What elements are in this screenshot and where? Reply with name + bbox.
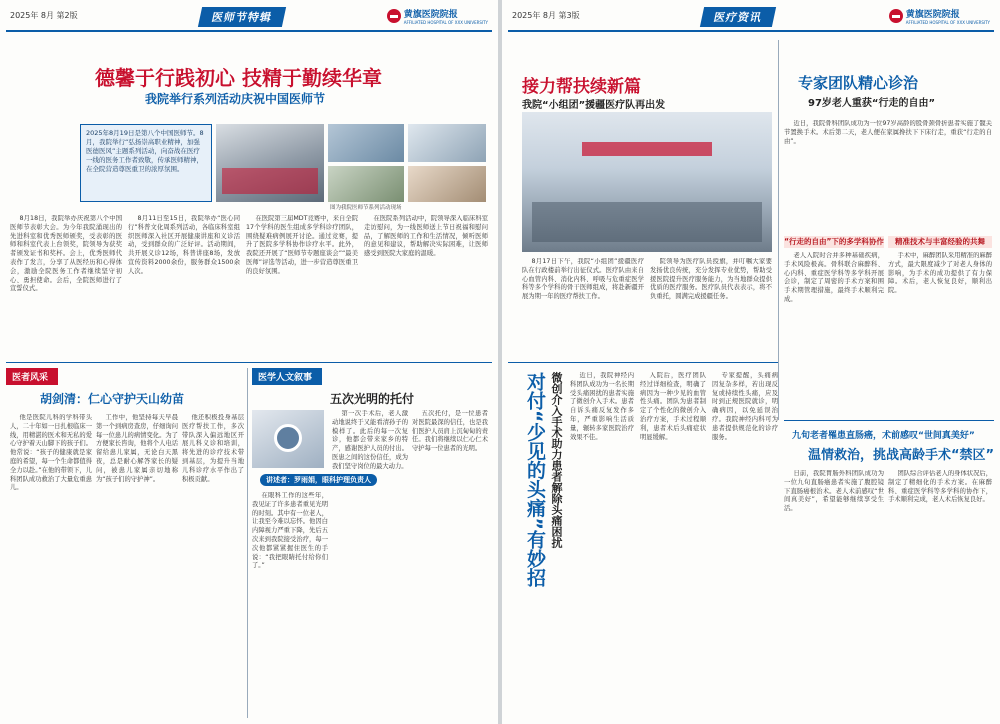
- surgery-column-2: 团队综合评估老人的身体状况后，制定了精细化的手术方案。在麻醉科、重症医学科等多学科的协作下，手术顺利完成，老人术后恢复良好。: [888, 470, 992, 504]
- right-page: [502, 0, 1000, 724]
- left-page: [0, 0, 498, 724]
- expert-column-1: 老人入院时合并多种基础疾病，手术风险极高。骨科联合麻醉科、心内科、重症医学科等多学科开展会诊，制定了周密的手术方案和围手术期管理措施，最终手术顺利完成。: [784, 252, 884, 303]
- hospital-logo-icon: [889, 9, 903, 23]
- column-separator: [778, 40, 779, 420]
- expert-column-2: 手术中，麻醉团队采用精准的麻醉方式，最大限度减少了对老人身体的影响，为手术的成功提供了有力保障。术后，老人恢复良好，顺利出院。: [888, 252, 992, 295]
- hospital-logo-icon: [387, 9, 401, 23]
- team-departure-photo: [522, 112, 772, 252]
- headache-column-1: 近日，我院神经内科团队成功为一名长期受头痛困扰的患者实施了微创介入手术。患者自诉头痛反复发作多年，严重影响生活质量，辗转多家医院治疗效果不佳。: [570, 372, 634, 441]
- expert-title: 专家团队精心诊治: [798, 74, 919, 92]
- relay-column-2: 院领导为医疗队员授旗，并叮嘱大家要发扬优良传统，充分发挥专业优势，帮助受援医院提升医疗服务能力，为当地群众提供优质的医疗服务。医疗队员代表表示，将不负重托，圆满完成援疆任务。: [650, 258, 772, 301]
- issue-date: 2025年 8月 第2版: [10, 10, 78, 20]
- brand-name: 黄旗医院院报: [905, 10, 960, 20]
- profile-column-2: 工作中，他坚持每天早晨第一个到病房查房，仔细询问每一位患儿的病情变化。为了方便家长咨询，他将个人电话留给患儿家属，无论白天黑夜，总是耐心解答家长的疑问，被患儿家属亲切地称为“孩子们的守护神”。: [96, 414, 178, 483]
- headache-vertical-title: 对付“少见的头痛”有妙招: [524, 372, 546, 587]
- brand-english: AFFILIATED HOSPITAL OF XXX UNIVERSITY: [905, 20, 990, 25]
- headline: 德馨于行践初心 技精于勤续华章: [95, 66, 382, 90]
- story-author: 讲述者：罗雨娟，眼科护理负责人: [260, 474, 377, 486]
- activity-photo-3: [328, 166, 404, 202]
- issue-date: 2025年 8月 第3版: [512, 10, 580, 20]
- brand-name: 黄旗医院院报: [403, 10, 458, 20]
- photo-caption: 图为我院医师节系列活动现场: [330, 205, 402, 211]
- lead-box: [80, 124, 212, 202]
- lead-text: 2025年8月19日是第八个中国医师节。8月，我院举行“弘扬崇高职业精神，加强医德医风”主题系列活动，向奋战在医疗一线的医务工作者致敬，传承医师精神，在全院营造尊医重卫的浓厚氛围。: [86, 129, 204, 173]
- eye-care-photo: [252, 410, 324, 468]
- headache-column-3: 专家提醒，头痛病因复杂多样，若出现反复或持续性头痛，应及时到正规医院就诊，明确病因，以免延误治疗。我院神经内科可为患者提供规范化的诊疗服务。: [712, 372, 778, 441]
- brand-english: AFFILIATED HOSPITAL OF XXX UNIVERSITY: [403, 20, 488, 25]
- expert-box-heading-b: 精准技术与丰富经验的共舞: [888, 236, 992, 248]
- article-column-3: 在医院第三届MDT竞赛中，来自全院17个学科的医生组成多学科诊疗团队，围绕疑难病例展开讨论。通过竞赛，提升了医院多学科协作诊疗水平。此外，我院还开展了“医师节专题座谈会”“最美医师”评选等活动，进一步营造尊医重卫的良好氛围。: [246, 215, 358, 275]
- story-section-tab: 医学人文叙事: [252, 368, 322, 385]
- expert-subtitle: 97岁老人重获“行走的自由”: [808, 98, 936, 109]
- masthead-logo: [387, 7, 488, 25]
- story-column-2: 第一次手术后，老人激动地说终于又能看清孙子的模样了。此后的每一次复诊，他都会带来家乡的特产，感谢医护人员的付出。医患之间的这份信任，成为我们坚守岗位的最大动力。: [332, 410, 408, 470]
- article-column-2: 8月11日至15日，我院举办“医心同行”科普文化周系列活动，各临床科室组织医师深入社区开展健康讲座和义诊活动，受到群众的广泛好评。活动期间，共开展义诊12场，科普讲座8场，发放宣传资料2000余份，服务群众1500余人次。: [128, 215, 240, 275]
- surgery-subtitle: 温情救治，挑战高龄手术“禁区”: [808, 448, 995, 463]
- profile-column-3: 他还积极投身基层医疗帮扶工作，多次带队深入偏远地区开展儿科义诊和培训，将先进的诊疗技术带到基层，为提升当地儿科诊疗水平作出了积极贡献。: [182, 414, 244, 483]
- story-column-1: 在眼科工作的这些年，我见证了许多患者重见光明的时刻。其中有一位老人，让我至今难以忘怀。他因白内障视力严重下降，先后五次来到我院接受治疗，每一次他都紧紧握住医生的手说：“我把眼睛托付给你们了。”: [252, 492, 328, 570]
- section-badge: 医疗资讯: [700, 7, 776, 27]
- expert-box-heading-a: “行走的自由”下的多学科协作: [784, 237, 884, 246]
- column-separator: [247, 368, 248, 718]
- surgery-column-1: 日前，我院胃肠外科团队成功为一位九旬直肠癌患者实施了腹腔镜下直肠癌根治术。老人术前感叹“世间真美好”，希望能够继续享受生活。: [784, 470, 884, 513]
- surgery-divider: [784, 420, 994, 421]
- section-divider: [508, 362, 778, 363]
- story-column-3: 五次托付，是一位患者对医院最深的信任，也是我们医护人员肩上沉甸甸的责任。我们将继续以仁心仁术守护每一位患者的光明。: [412, 410, 488, 453]
- expert-intro: 近日，我院骨科团队成功为一位97岁高龄的股骨颈骨折患者实施了髋关节置换手术。术后第二天，老人便在家属搀扶下下床行走，重获“行走的自由”。: [784, 120, 992, 145]
- profile-section-tab: 医者风采: [6, 368, 58, 385]
- surgery-title: 九旬老者罹患直肠癌，术前感叹“世间真美好”: [792, 431, 975, 441]
- activity-photo-1: [328, 124, 404, 162]
- header-rule: [6, 30, 492, 32]
- relay-subtitle: 我院“小组团”援疆医疗队再出发: [522, 100, 666, 111]
- article-column-1: 8月18日，我院举办庆祝第八个中国医师节表彰大会。为今年我院涌现出的先进科室和优秀医师颁奖，受表彰的医师和科室代表上台领奖，院领导为获奖者颁发证书和奖杯。会上，优秀医师代表作了发言，分享了从医经历和心得体会，激励全院医务工作者继续坚守初心、勇担使命。会后，全院医师进行了宣誓仪式。: [10, 215, 122, 293]
- story-title: 五次光明的托付: [330, 392, 415, 406]
- masthead-logo: [889, 7, 990, 25]
- ceremony-photo: [216, 124, 324, 202]
- profile-column-1: 他是医院儿科的学科带头人，二十年如一日扎根临床一线，用精湛的医术和无私的爱心守护着天山脚下的孩子们。他常说：“孩子的健康就是家庭的希望，每一个生命都值得全力以赴。”在他的带领下，儿科团队成功救治了大量危重患儿。: [10, 414, 92, 492]
- activity-photo-4: [408, 166, 486, 202]
- headache-column-2: 入院后，医疗团队经过详细检查，明确了病因为一种少见的血管性头痛。团队为患者制定了个性化的微创介入治疗方案，手术过程顺利，患者术后头痛症状明显缓解。: [640, 372, 706, 441]
- activity-photo-2: [408, 124, 486, 162]
- header-rule: [508, 30, 994, 32]
- section-badge: 医师节特辑: [198, 7, 286, 27]
- section-divider: [6, 362, 492, 363]
- relay-column-1: 8月17日下午，我院“小组团”援疆医疗队在行政楼前举行出征仪式。医疗队由来自心血管内科、消化内科、呼吸与危重症医学科等多个学科的骨干医师组成，将赴新疆开展为期一年的医疗帮扶工作。: [522, 258, 644, 301]
- relay-title: 接力帮扶续新篇: [522, 77, 641, 97]
- profile-title: 胡剑清：仁心守护天山幼苗: [40, 392, 185, 406]
- article-column-4: 在医院系列活动中，院领导深入临床科室走访慰问，为一线医师送上节日祝福和慰问品，了解医师的工作和生活情况，倾听医师的意见和建议，帮助解决实际困难，让医师感受到医院大家庭的温暖。: [364, 215, 488, 258]
- headache-vertical-subtitle: 微创介入手术助力患者解除头痛困扰: [550, 372, 563, 548]
- subheadline: 我院举行系列活动庆祝中国医师节: [145, 92, 326, 106]
